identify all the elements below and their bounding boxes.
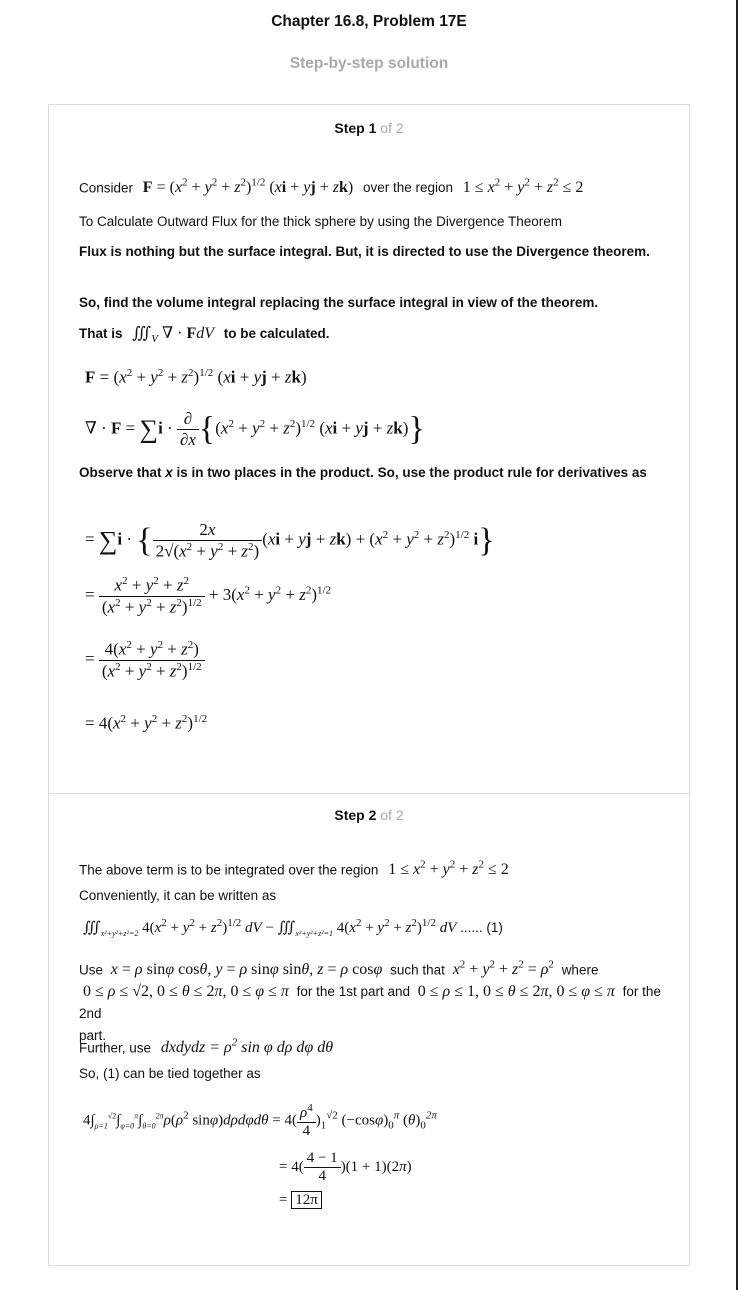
- flux-explanation: Flux is nothing but the surface integral. But, it is directed to use the Divergence theorem.: [79, 244, 650, 259]
- over-region-text: over the region: [362, 180, 454, 196]
- that-is-text: That is: [79, 326, 123, 341]
- solution-subtitle: Step-by-step solution: [289, 55, 449, 72]
- equation-result: = $4(x^2 + y^2 + z^2)^{1/2}$: [85, 713, 208, 733]
- that-is-line: [79, 323, 664, 350]
- page-title: Chapter 16.8, Problem 17E: [271, 13, 467, 30]
- field-definition: $F = (x^2 + y^2 + z^2)^{1/2}$ (xi + yj + zk): [142, 177, 354, 197]
- radius-relation: $x^2 + y^2 + z^2 = \rho^2$: [452, 959, 554, 979]
- step-2-of: of 2: [380, 807, 404, 823]
- step-2-label: Step 2: [334, 807, 377, 823]
- tied-together-text: So, (1) can be tied together as: [79, 1066, 261, 1081]
- step-1-card: [48, 104, 690, 795]
- step-1-label: Step 1: [334, 120, 377, 136]
- substitution-paragraph: Use x = ρ sinφ cosθ, y = ρ sinφ sinθ, z = ρ cosφ such that $x^2 + y^2 + z^2 = \rho^2$ where 0 ≤ ρ ≤ √2, 0 ≤ θ ≤ 2π, 0 ≤ φ ≤ π for the 1st part and 0 ≤ ρ ≤ 1, 0 ≤ θ ≤ 2π, 0 ≤ φ ≤ π for the 2nd part.: [79, 959, 661, 1044]
- to-be-calculated-text: to be calculated.: [223, 326, 330, 341]
- equation-field: $F = (x^2 + y^2 + z^2)^{1/2}$ (xi + yj + zk): [85, 367, 307, 387]
- range-second-part: 0 ≤ ρ ≤ 1, 0 ≤ θ ≤ 2π, 0 ≤ φ ≤ π: [417, 983, 615, 1001]
- divergence-integral: $∭_V$ ∇ · FdV: [132, 325, 214, 346]
- integration-region-text: The above term is to be integrated over the region: [79, 862, 379, 878]
- equation-product-rule: = ∑i · { $\frac{2x}{2√(x^2 + y^2 + z^2)}$ (xi + yj + $zk) + (x^2 + y^2 + z^2)^{1/2}$ i}: [85, 520, 495, 561]
- spherical-substitution: x = ρ sinφ cosθ, y = ρ sinφ sinθ, z = ρ cosφ: [110, 961, 383, 979]
- equation-divergence: ∇ · F = ∑i · $\frac{\partial}{\partial x}$ {$(x^2 + y^2 + z^2)^{1/2}$ (xi + yj + zk)}: [85, 409, 425, 449]
- equation-split-integral: $∭_{x^2+y^2+z^2=2}$ $4(x^2 + y^2 + z^2)^{1/2}$ dV − $∭_{x^2+y^2+z^2=1}$ $4(x^2 + y^2 + z^2)^{1/2}$ dV ...... (1): [83, 917, 503, 938]
- step-2-region: $1 \le x^2 + y^2 + z^2 \le 2$: [388, 859, 509, 879]
- conveniently-text: Conveniently, it can be written as: [79, 888, 277, 903]
- final-answer-line: = 12π: [279, 1192, 322, 1209]
- consider-text: Consider: [79, 180, 134, 196]
- step-2-card: [48, 793, 690, 1266]
- jacobian-line: Further, use dxdydz = $\rho^2$ sin φ dρ dφ dθ: [79, 1037, 334, 1057]
- consider-line: [79, 172, 664, 199]
- final-answer-box: 12π: [291, 1191, 322, 1209]
- equation-evaluated: = 4( $\frac{4 - 1}{4}$ )(1 + 1)(2π): [279, 1150, 412, 1184]
- equation-simplified-1: = $\frac{x^2 + y^2 + z^2}{(x^2 + y^2 + z^2)^{1/2}}$ + $3(x^2 + y^2 + z^2)^{1/2}$: [85, 575, 332, 617]
- integration-region-line: [79, 854, 664, 881]
- volume-integral-text: So, find the volume integral replacing the surface integral in view of the theorem.: [79, 295, 599, 310]
- equation-tag: ...... (1): [460, 920, 503, 935]
- jacobian-expression: dxdydz = $\rho^2$ sin φ dρ dφ dθ: [160, 1037, 334, 1057]
- equation-spherical-integral: $4\int_{\rho=1}^{√2}\int_{\varphi=0}^\pi\int_{\theta=0}^{2\pi}\rho(\rho^2$ sinφ)dρdφdθ = 4( $\frac{\rho^4}{4}$ )$_1^{√2}$ $(-\cos\varphi)_0^\pi$ $(\theta)_0^{2\pi}$: [83, 1102, 437, 1139]
- step-2-header: [49, 807, 689, 823]
- product-rule-text: Observe that x is in two places in the product. So, use the product rule for derivatives as: [79, 465, 647, 480]
- step-1-header: [49, 120, 689, 136]
- range-first-part: 0 ≤ ρ ≤ √2, 0 ≤ θ ≤ 2π, 0 ≤ φ ≤ π: [83, 983, 289, 1001]
- region-inequality: $1 \le x^2 + y^2 + z^2 \le 2$: [462, 177, 584, 197]
- step-1-of: of 2: [380, 120, 404, 136]
- intro-text: To Calculate Outward Flux for the thick sphere by using the Divergence Theorem: [79, 214, 562, 229]
- equation-simplified-2: = $\frac{4(x^2 + y^2 + z^2)}{(x^2 + y^2 + z^2)^{1/2}}$: [85, 639, 205, 681]
